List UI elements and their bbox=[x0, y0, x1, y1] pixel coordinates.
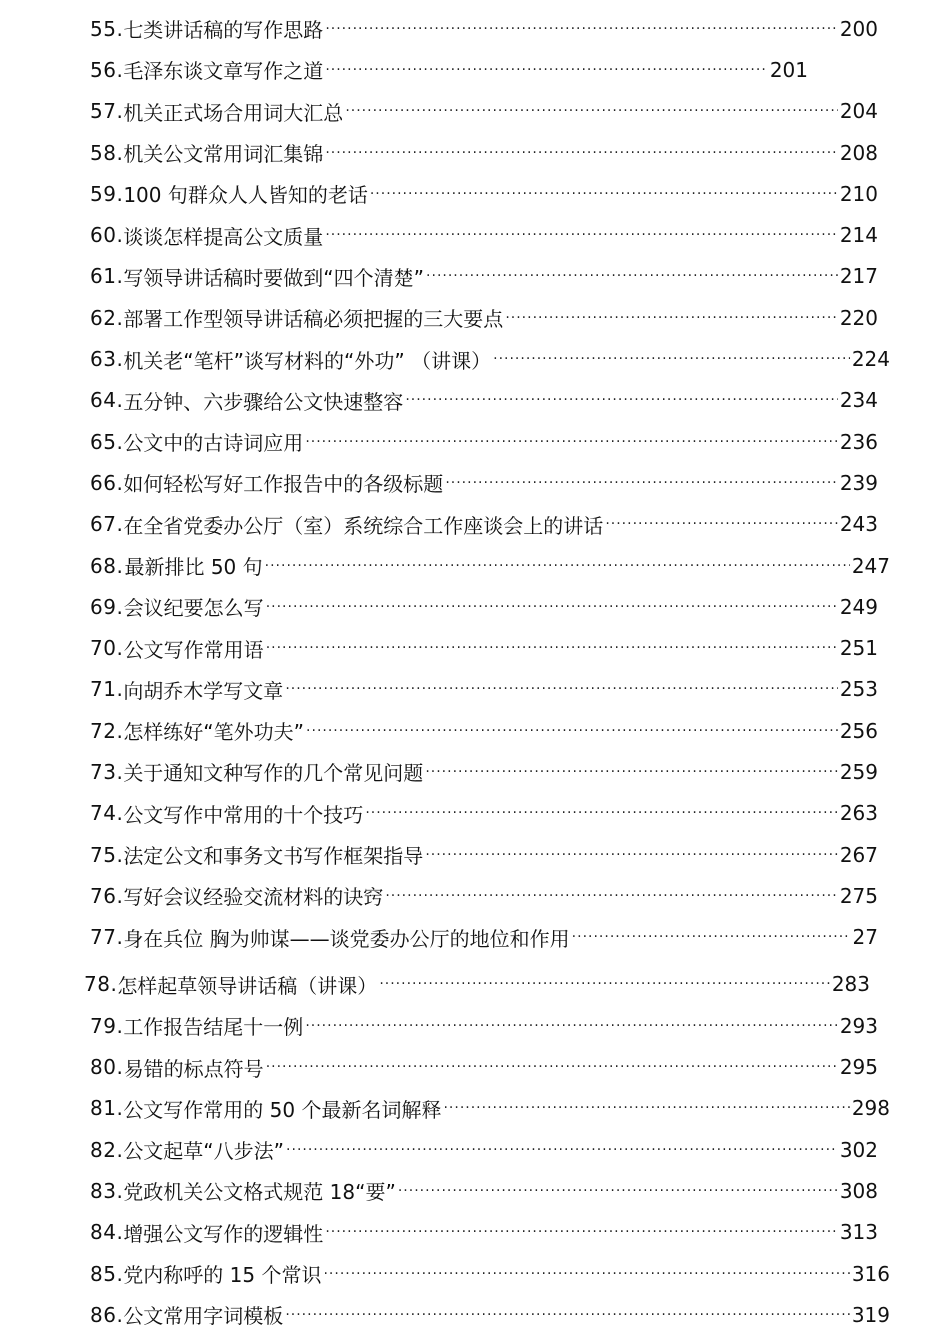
toc-entry[interactable] bbox=[0, 545, 950, 586]
entry-title: 向胡乔木学写文章 bbox=[123, 678, 284, 703]
entry-title: 机关老“笔杆”谈写材料的“外功” （讲课） bbox=[123, 348, 492, 373]
dot-leader bbox=[345, 103, 838, 119]
entry-number: 62. bbox=[90, 305, 124, 330]
toc-entry[interactable] bbox=[0, 875, 950, 916]
dot-leader bbox=[266, 1059, 838, 1075]
entry-number: 68. bbox=[90, 553, 124, 578]
toc-entry[interactable] bbox=[0, 1046, 950, 1087]
toc-entry[interactable] bbox=[0, 49, 950, 90]
entry-page: 201 bbox=[769, 57, 808, 82]
toc-entry[interactable] bbox=[0, 1088, 950, 1129]
toc-entry[interactable] bbox=[0, 1170, 950, 1211]
dot-leader bbox=[405, 392, 838, 408]
toc-entry[interactable] bbox=[0, 8, 950, 49]
entry-page: 251 bbox=[839, 636, 878, 661]
entry-page: 200 bbox=[839, 16, 878, 41]
dot-leader bbox=[445, 475, 838, 491]
entry-page: 319 bbox=[851, 1302, 890, 1327]
dot-leader bbox=[266, 640, 838, 656]
toc-entry[interactable] bbox=[0, 1212, 950, 1253]
entry-number: 70. bbox=[90, 636, 124, 661]
toc-entry[interactable] bbox=[0, 132, 950, 173]
entry-number: 59. bbox=[90, 181, 124, 206]
toc-entry[interactable] bbox=[0, 91, 950, 132]
dot-leader bbox=[443, 1100, 849, 1116]
entry-number: 74. bbox=[90, 801, 124, 826]
entry-number: 77. bbox=[90, 925, 124, 950]
entry-title: 谈谈怎样提高公文质量 bbox=[123, 224, 324, 249]
dot-leader bbox=[266, 599, 838, 615]
entry-number: 71. bbox=[90, 677, 124, 702]
entry-page: 259 bbox=[839, 759, 878, 784]
entry-number: 69. bbox=[90, 594, 124, 619]
toc-entry[interactable] bbox=[0, 1005, 950, 1046]
entry-page: 308 bbox=[839, 1178, 878, 1203]
entry-number: 85. bbox=[90, 1261, 124, 1286]
entry-number: 72. bbox=[90, 718, 124, 743]
toc-entry[interactable] bbox=[0, 627, 950, 668]
table-of-contents bbox=[0, 8, 950, 1336]
dot-leader bbox=[323, 1266, 849, 1282]
entry-number: 82. bbox=[90, 1137, 124, 1162]
entry-number: 78. bbox=[84, 972, 118, 997]
entry-title: 100 句群众人人皆知的老话 bbox=[123, 183, 368, 208]
entry-page: 220 bbox=[839, 305, 878, 330]
entry-title: 增强公文写作的逻辑性 bbox=[123, 1221, 324, 1246]
entry-page: 214 bbox=[839, 223, 878, 248]
entry-page: 224 bbox=[851, 347, 890, 372]
dot-leader bbox=[325, 227, 838, 243]
entry-title: 法定公文和事务文书写作框架指导 bbox=[123, 844, 424, 869]
entry-number: 84. bbox=[90, 1220, 124, 1245]
entry-number: 66. bbox=[90, 470, 124, 495]
entry-title: 七类讲话稿的写作思路 bbox=[123, 18, 324, 43]
entry-page: 253 bbox=[839, 677, 878, 702]
entry-page: 210 bbox=[839, 181, 878, 206]
entry-number: 61. bbox=[90, 264, 124, 289]
entry-page: 234 bbox=[839, 388, 878, 413]
entry-number: 58. bbox=[90, 140, 124, 165]
entry-number: 60. bbox=[90, 223, 124, 248]
entry-number: 67. bbox=[90, 512, 124, 537]
entry-number: 80. bbox=[90, 1055, 124, 1080]
entry-number: 75. bbox=[90, 842, 124, 867]
entry-title: 在全省党委办公厅（室）系统综合工作座谈会上的讲话 bbox=[123, 513, 604, 538]
entry-page: 298 bbox=[851, 1096, 890, 1121]
entry-title: 公文写作中常用的十个技巧 bbox=[123, 802, 364, 827]
dot-leader bbox=[325, 1224, 838, 1240]
dot-leader bbox=[505, 310, 838, 326]
toc-entry[interactable] bbox=[0, 964, 950, 1005]
entry-title: 关于通知文种写作的几个常见问题 bbox=[123, 761, 424, 786]
toc-entry[interactable] bbox=[0, 214, 950, 255]
toc-entry[interactable] bbox=[0, 793, 950, 834]
entry-page: 249 bbox=[839, 594, 878, 619]
entry-page: 267 bbox=[839, 842, 878, 867]
dot-leader bbox=[365, 805, 838, 821]
entry-page: 256 bbox=[839, 718, 878, 743]
toc-entry[interactable] bbox=[0, 834, 950, 875]
entry-title: 部署工作型领导讲话稿必须把握的三大要点 bbox=[123, 307, 504, 332]
entry-number: 79. bbox=[90, 1013, 124, 1038]
entry-title: 工作报告结尾十一例 bbox=[123, 1015, 304, 1040]
toc-entry[interactable] bbox=[0, 380, 950, 421]
entry-page: 316 bbox=[851, 1261, 890, 1286]
entry-title: 机关正式场合用词大汇总 bbox=[123, 100, 344, 125]
entry-title: 公文常用字词模板 bbox=[123, 1304, 284, 1329]
entry-title: 怎样起草领导讲话稿（讲课） bbox=[117, 973, 378, 998]
entry-page: 263 bbox=[839, 801, 878, 826]
entry-number: 56. bbox=[90, 57, 124, 82]
toc-entry[interactable] bbox=[0, 751, 950, 792]
toc-entry[interactable] bbox=[0, 1294, 950, 1335]
entry-page: 275 bbox=[839, 883, 878, 908]
dot-leader bbox=[325, 21, 838, 37]
entry-page: 313 bbox=[839, 1220, 878, 1245]
toc-entry[interactable] bbox=[0, 256, 950, 297]
entry-title: 党内称呼的 15 个常识 bbox=[123, 1263, 322, 1288]
entry-title: 写领导讲话稿时要做到“四个清楚” bbox=[123, 265, 425, 290]
entry-number: 83. bbox=[90, 1178, 124, 1203]
dot-leader bbox=[305, 434, 838, 450]
dot-leader bbox=[285, 681, 838, 697]
entry-number: 73. bbox=[90, 759, 124, 784]
entry-page: 208 bbox=[839, 140, 878, 165]
dot-leader bbox=[286, 1142, 838, 1158]
entry-page: 236 bbox=[839, 429, 878, 454]
toc-entry[interactable] bbox=[0, 710, 950, 751]
dot-leader bbox=[325, 62, 768, 78]
dot-leader bbox=[306, 723, 838, 739]
toc-entry[interactable] bbox=[0, 669, 950, 710]
entry-title: 如何轻松写好工作报告中的各级标题 bbox=[123, 472, 444, 497]
entry-title: 毛泽东谈文章写作之道 bbox=[123, 59, 324, 84]
entry-number: 64. bbox=[90, 388, 124, 413]
entry-number: 81. bbox=[90, 1096, 124, 1121]
entry-number: 86. bbox=[90, 1302, 124, 1327]
entry-page: 239 bbox=[839, 470, 878, 495]
dot-leader bbox=[265, 558, 850, 574]
dot-leader bbox=[425, 847, 838, 863]
entry-page: 295 bbox=[839, 1055, 878, 1080]
dot-leader bbox=[285, 1307, 850, 1323]
entry-title: 公文起草“八步法” bbox=[123, 1139, 285, 1164]
entry-title: 怎样练好“笔外功夫” bbox=[123, 720, 305, 745]
toc-entry[interactable] bbox=[0, 504, 950, 545]
toc-entry[interactable] bbox=[0, 173, 950, 214]
entry-page: 247 bbox=[851, 553, 890, 578]
entry-number: 76. bbox=[90, 883, 124, 908]
toc-entry[interactable] bbox=[0, 421, 950, 462]
entry-title: 五分钟、六步骤给公文快速整容 bbox=[123, 389, 404, 414]
entry-page: 27 bbox=[852, 925, 878, 950]
toc-entry[interactable] bbox=[0, 1253, 950, 1294]
entry-title: 会议纪要怎么写 bbox=[123, 596, 264, 621]
entry-page: 302 bbox=[839, 1137, 878, 1162]
toc-entry[interactable] bbox=[0, 917, 950, 958]
toc-entry[interactable] bbox=[0, 586, 950, 627]
entry-page: 293 bbox=[839, 1013, 878, 1038]
entry-title: 公文写作常用的 50 个最新名词解释 bbox=[123, 1097, 442, 1122]
entry-title: 易错的标点符号 bbox=[123, 1056, 264, 1081]
entry-title: 党政机关公文格式规范 18“要” bbox=[123, 1180, 396, 1205]
entry-page: 283 bbox=[831, 972, 870, 997]
dot-leader bbox=[398, 1183, 838, 1199]
entry-title: 身在兵位 胸为帅谋——谈党委办公厅的地位和作用 bbox=[123, 926, 570, 951]
dot-leader bbox=[426, 268, 838, 284]
toc-entry[interactable] bbox=[0, 462, 950, 503]
entry-number: 63. bbox=[90, 347, 124, 372]
dot-leader bbox=[605, 516, 838, 532]
entry-title: 公文写作常用语 bbox=[123, 637, 264, 662]
entry-number: 55. bbox=[90, 16, 124, 41]
toc-entry[interactable] bbox=[0, 338, 950, 379]
entry-page: 243 bbox=[839, 512, 878, 537]
dot-leader bbox=[385, 888, 838, 904]
dot-leader bbox=[305, 1018, 838, 1034]
dot-leader bbox=[493, 351, 850, 367]
entry-title: 写好会议经验交流材料的诀窍 bbox=[123, 885, 384, 910]
entry-number: 57. bbox=[90, 99, 124, 124]
toc-entry[interactable] bbox=[0, 297, 950, 338]
entry-title: 最新排比 50 句 bbox=[124, 555, 263, 579]
entry-title: 机关公文常用词汇集锦 bbox=[123, 142, 324, 167]
entry-page: 217 bbox=[839, 264, 878, 289]
entry-page: 204 bbox=[839, 99, 878, 124]
dot-leader bbox=[370, 186, 838, 202]
entry-number: 65. bbox=[90, 429, 124, 454]
entry-title: 公文中的古诗词应用 bbox=[123, 431, 304, 456]
dot-leader bbox=[379, 976, 830, 992]
dot-leader bbox=[425, 764, 838, 780]
dot-leader bbox=[325, 145, 838, 161]
toc-entry[interactable] bbox=[0, 1129, 950, 1170]
dot-leader bbox=[572, 929, 851, 945]
